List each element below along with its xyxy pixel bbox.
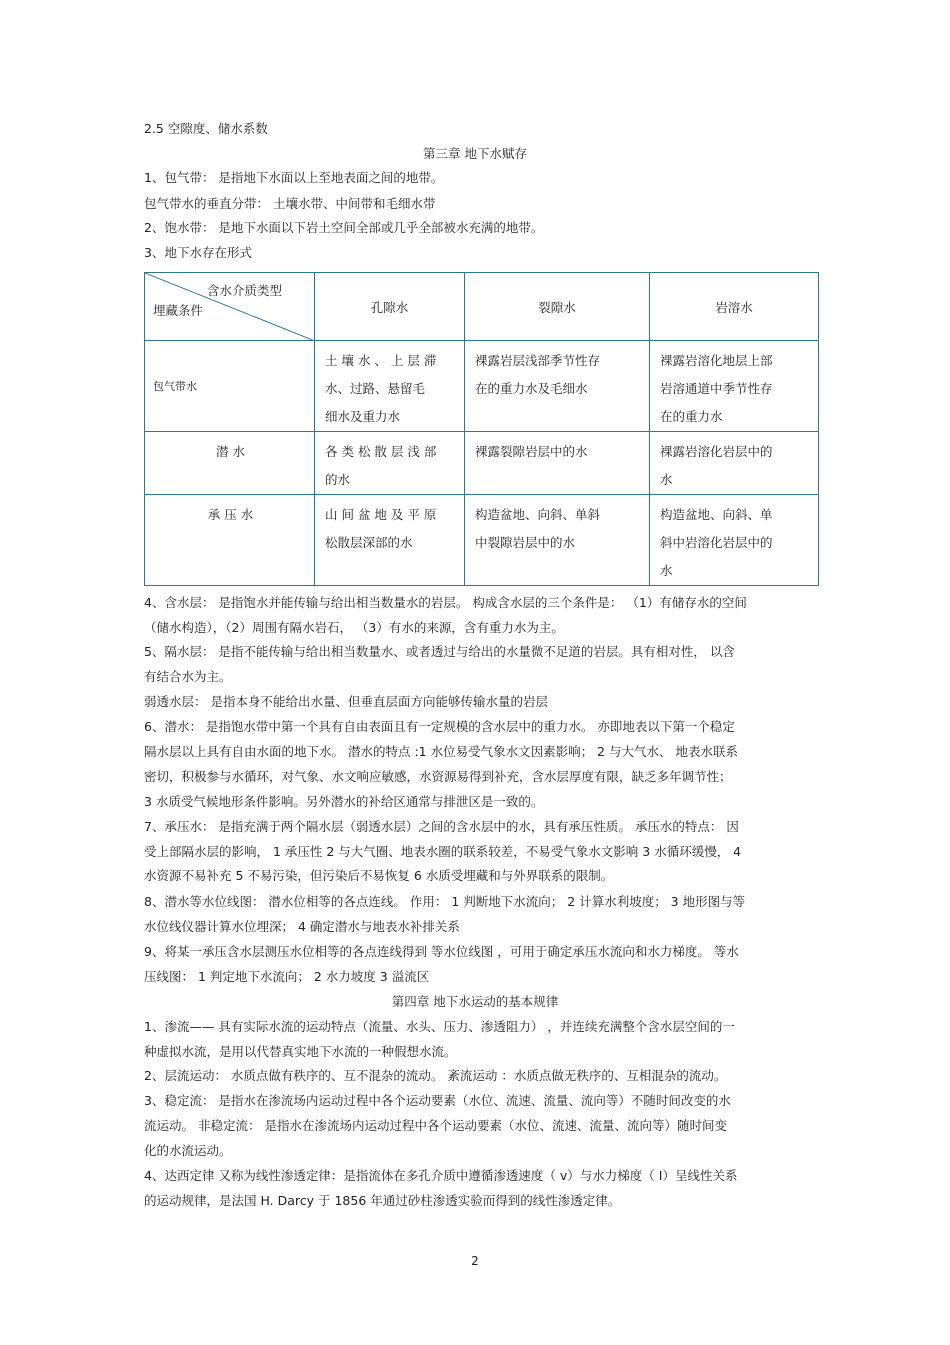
- body-line: 8、潜水等水位线图： 潜水位相等的各点连线。 作用： 1 判断地下水流向； 2 计算水利坡度； 3 地形图与等: [144, 894, 746, 909]
- table-cell: 裸露岩层浅部季节性存 在的重力水及毛细水: [465, 341, 650, 432]
- body-line: 1、包气带： 是指地下水面以上至地表面之间的地带。: [144, 170, 444, 185]
- corner-bottom-label: 埋藏条件: [153, 303, 204, 318]
- body-line: 6、潜水： 是指饱水带中第一个具有自由表面且有一定规模的含水层中的重力水。 亦即地表以下第一个稳定: [144, 719, 735, 734]
- body-line: 2、饱水带： 是地下水面以下岩土空间全部或几乎全部被水充满的地带。: [144, 220, 544, 235]
- body-line: 包气带水的垂直分带： 土壤水带、中间带和毛细水带: [144, 196, 436, 211]
- body-line: 弱透水层： 是指本身不能给出水量、但垂直层面方向能够传输水量的岩层: [144, 694, 548, 709]
- column-header: 孔隙水: [315, 273, 465, 341]
- row-label: 包气带水: [145, 341, 315, 432]
- page-number: 2: [471, 1254, 479, 1268]
- table-cell: 构造盆地、向斜、单 斜中岩溶化岩层中的 水: [650, 495, 819, 586]
- body-line: 1、渗流—— 具有实际水流的运动特点（流量、水头、压力、渗透阻力） ，并连续充满整个含水层空间的一: [144, 1019, 735, 1034]
- groundwater-forms-table: [144, 272, 819, 586]
- body-line: 的运动规律，是法国 H. Darcy 于 1856 年通过砂柱渗透实验而得到的线性渗透定律。: [144, 1193, 621, 1208]
- table-cell: 山 间 盆 地 及 平 原 松散层深部的水: [315, 495, 465, 586]
- table-cell: 裸露裂隙岩层中的水: [465, 432, 650, 495]
- chapter-3-title: 第三章 地下水赋存: [423, 146, 527, 161]
- table-cell: 裸露岩溶化地层上部 岩溶通道中季节性存 在的重力水: [650, 341, 819, 432]
- body-line: 压线图： 1 判定地下水流向； 2 水力坡度 3 溢流区: [144, 969, 430, 984]
- body-line: 密切，积极参与水循环，对气象、水文响应敏感，水资源易得到补充，含水层厚度有限，缺乏多年调节性；: [144, 769, 732, 784]
- table-corner-header: [145, 273, 315, 341]
- table-cell: 裸露岩溶化岩层中的 水: [650, 432, 819, 495]
- body-line: 隔水层以上具有自由水面的地下水。 潜水的特点 :1 水位易受气象水文因素影响； 2 与大气水、 地表水联系: [144, 744, 738, 759]
- row-label: 承 压 水: [145, 495, 315, 586]
- body-line: 9、将某一承压含水层测压水位相等的各点连线得到 等水位线图 ，可用于确定承压水流向和水力梯度。 等水: [144, 944, 739, 959]
- body-line: 4、含水层： 是指饱水并能传输与给出相当数量水的岩层。 构成含水层的三个条件是： （1）有储存水的空间: [144, 595, 747, 610]
- corner-top-label: 含水介质类型: [207, 283, 283, 298]
- body-line: 3、地下水存在形式: [144, 245, 252, 260]
- column-header: 岩溶水: [650, 273, 819, 341]
- table-cell: 构造盆地、向斜、单斜 中裂隙岩层中的水: [465, 495, 650, 586]
- table-cell: 土 壤 水 、 上 层 滞 水、过路、悬留毛 细水及重力水: [315, 341, 465, 432]
- body-line: 流运动。 非稳定流： 是指水在渗流场内运动过程中各个运动要素（水位、流速、流量、流向等）随时间变: [144, 1118, 727, 1133]
- body-line: 受上部隔水层的影响， 1 承压性 2 与大气圈、地表水圈的联系较差，不易受气象水文影响 3 水循环缓慢， 4: [144, 844, 742, 859]
- body-line: 水位线仪器计算水位埋深； 4 确定潜水与地表水补排关系: [144, 919, 460, 934]
- body-line: 2、层流运动： 水质点做有秩序的、互不混杂的流动。 紊流运动 ：水质点做无秩序的、互相混杂的流动。: [144, 1068, 727, 1083]
- row-label: 潜 水: [145, 432, 315, 495]
- body-line: 3 水质受气候地形条件影响。另外潜水的补给区通常与排泄区是一致的。: [144, 794, 544, 809]
- body-line: 有结合水为主。: [144, 669, 232, 684]
- body-line: 5、隔水层： 是指不能传输与给出相当数量水、或者透过与给出的水量微不足道的岩层。具有相对性， 以含: [144, 644, 735, 659]
- column-header: 裂隙水: [465, 273, 650, 341]
- body-line: 化的水流运动。: [144, 1143, 232, 1158]
- body-line: 水资源不易补充 5 不易污染，但污染后不易恢复 6 水质受埋藏和与外界联系的限制。: [144, 868, 614, 883]
- body-line: 4、达西定律 又称为线性渗透定律：是指流体在多孔介质中遵循渗透速度（ v）与水力梯度（ I）呈线性关系: [144, 1168, 738, 1183]
- section-heading: 2.5 空隙度、储水系数: [144, 121, 268, 136]
- body-line: （储水构造），（2）周围有隔水岩石， （3）有水的来源，含有重力水为主。: [144, 620, 564, 635]
- body-line: 7、承压水： 是指充满于两个隔水层（弱透水层）之间的含水层中的水，具有承压性质。 承压水的特点： 因: [144, 819, 739, 834]
- body-line: 种虚拟水流，是用以代替真实地下水流的一种假想水流。: [144, 1044, 457, 1059]
- chapter-4-title: 第四章 地下水运动的基本规律: [391, 994, 559, 1009]
- table-cell: 各 类 松 散 层 浅 部 的水: [315, 432, 465, 495]
- body-line: 3、稳定流： 是指水在渗流场内运动过程中各个运动要素（水位、流速、流量、流向等）不随时间改变的水: [144, 1093, 731, 1108]
